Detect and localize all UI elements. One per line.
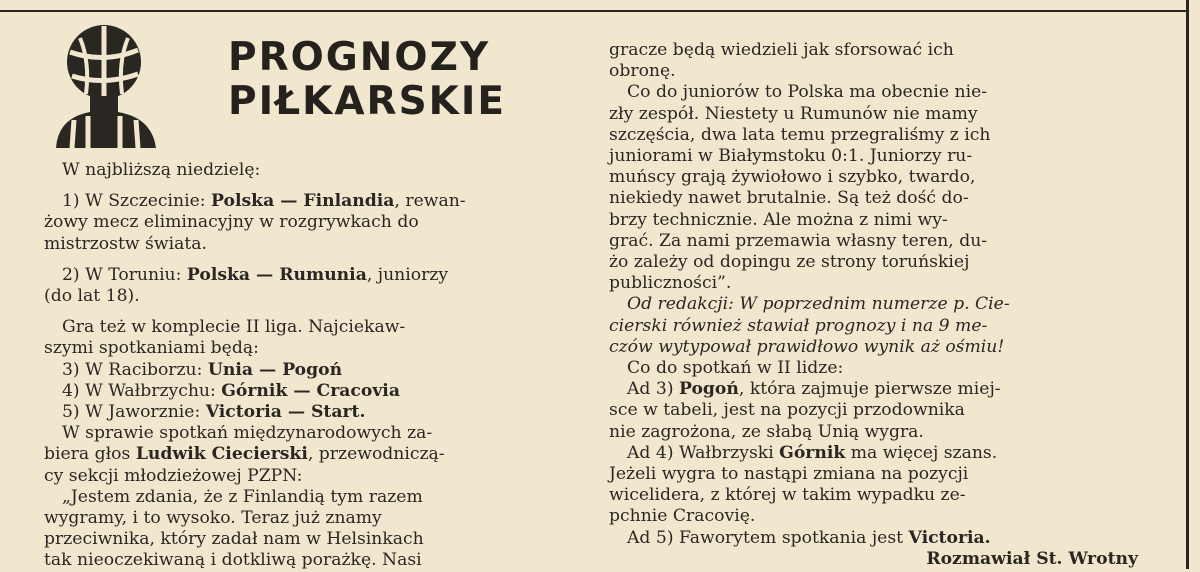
text-line: obronę. xyxy=(609,61,676,82)
title-line-2: PIŁKARSKIE xyxy=(228,79,507,124)
text-line: nie zagrożona, ze słabą Unią wygra. xyxy=(609,421,924,442)
text-line: żowy mecz eliminacyjny w rozgrywkach do xyxy=(44,212,419,233)
text-line: gracze będą wiedzieli jak sforsować ich xyxy=(609,40,954,60)
text-line: przeciwnika, który zadał nam w Helsinkach xyxy=(44,529,424,550)
text-line: czów wytypował prawidłowo wynik aż ośmiu! xyxy=(609,336,1005,357)
text-line: 5) W Jaworznie: Victoria — Start. xyxy=(62,402,366,423)
title-line-1: PROGNOZY xyxy=(228,35,491,80)
text-line: Gra też w komplecie II liga. Najciekaw- xyxy=(62,317,406,338)
text-line: grać. Za nami przemawia własny teren, du- xyxy=(609,230,988,251)
text-line: pchnie Cracovię. xyxy=(609,506,756,527)
text-line: wicelidera, z której w takim wypadku ze- xyxy=(609,485,966,506)
right-rule xyxy=(1186,0,1189,569)
text-line: W sprawie spotkań międzynarodowych za- xyxy=(62,423,433,444)
text-line: wygramy, i to wysoko. Teraz już znamy xyxy=(44,508,382,529)
author-signature: Rozmawiał St. Wrotny xyxy=(926,548,1138,569)
text-line: „Jestem zdania, że z Finlandią tym razem xyxy=(62,486,423,507)
text-line: niekiedy nawet brutalnie. Są też dość do- xyxy=(609,188,969,209)
football-player-head-logo xyxy=(50,20,160,148)
text-line: muńscy grają żywiołowo i szybko, twardo, xyxy=(609,167,976,188)
text-line: W najbliższą niedzielę: xyxy=(62,160,261,180)
text-line: cy sekcji młodzieżowej PZPN: xyxy=(44,465,303,486)
text-line: publiczności”. xyxy=(609,273,732,294)
text-line: cierski również stawiał prognozy i na 9 me- xyxy=(609,315,988,336)
text-line: Od redakcji: W poprzednim numerze p. Cie- xyxy=(627,294,1010,315)
article-column-left xyxy=(44,160,570,572)
top-rule xyxy=(0,0,1188,12)
text-line: brzy technicznie. Ale można z nimi wy- xyxy=(609,209,948,230)
text-line: (do lat 18). xyxy=(44,286,140,307)
text-line: Co do spotkań w II lidze: xyxy=(627,358,844,379)
text-line: szczęścia, dwa lata temu przegraliśmy z ich xyxy=(609,124,991,145)
text-line: Ad 3) Pogoń, która zajmuje pierwsze miej- xyxy=(627,379,1001,400)
text-line: Ad 4) Wałbrzyski Górnik ma więcej szans. xyxy=(627,442,998,463)
text-line: Jeżeli wygra to nastąpi zmiana na pozycji xyxy=(609,464,969,485)
text-line: tak nieoczekiwaną i dotkliwą porażkę. Nasi xyxy=(44,550,422,571)
text-line: biera głos Ludwik Ciecierski, przewodniczą- xyxy=(44,444,445,465)
text-line: mistrzostw świata. xyxy=(44,233,207,254)
text-line: szymi spotkaniami będą: xyxy=(44,338,259,359)
text-line: 2) W Toruniu: Polska — Rumunia, juniorzy xyxy=(62,264,449,285)
text-line: Co do juniorów to Polska ma obecnie nie- xyxy=(627,82,988,103)
text-line: 4) W Wałbrzychu: Górnik — Cracovia xyxy=(62,380,400,401)
article-column-right xyxy=(609,40,1144,570)
text-line: sce w tabeli, jest na pozycji przodownika xyxy=(609,400,965,421)
text-line: 1) W Szczecinie: Polska — Finlandia, rewan- xyxy=(62,191,466,212)
article-title xyxy=(228,36,506,124)
text-line: 3) W Raciborzu: Unia — Pogoń xyxy=(62,359,343,380)
text-line: zły zespół. Niestety u Rumunów nie mamy xyxy=(609,103,978,124)
text-line: żo zależy od dopingu ze strony toruńskiej xyxy=(609,252,970,273)
text-line: Ad 5) Faworytem spotkania jest Victoria. xyxy=(627,527,991,548)
text-line: juniorami w Białymstoku 0:1. Juniorzy ru- xyxy=(609,146,973,167)
